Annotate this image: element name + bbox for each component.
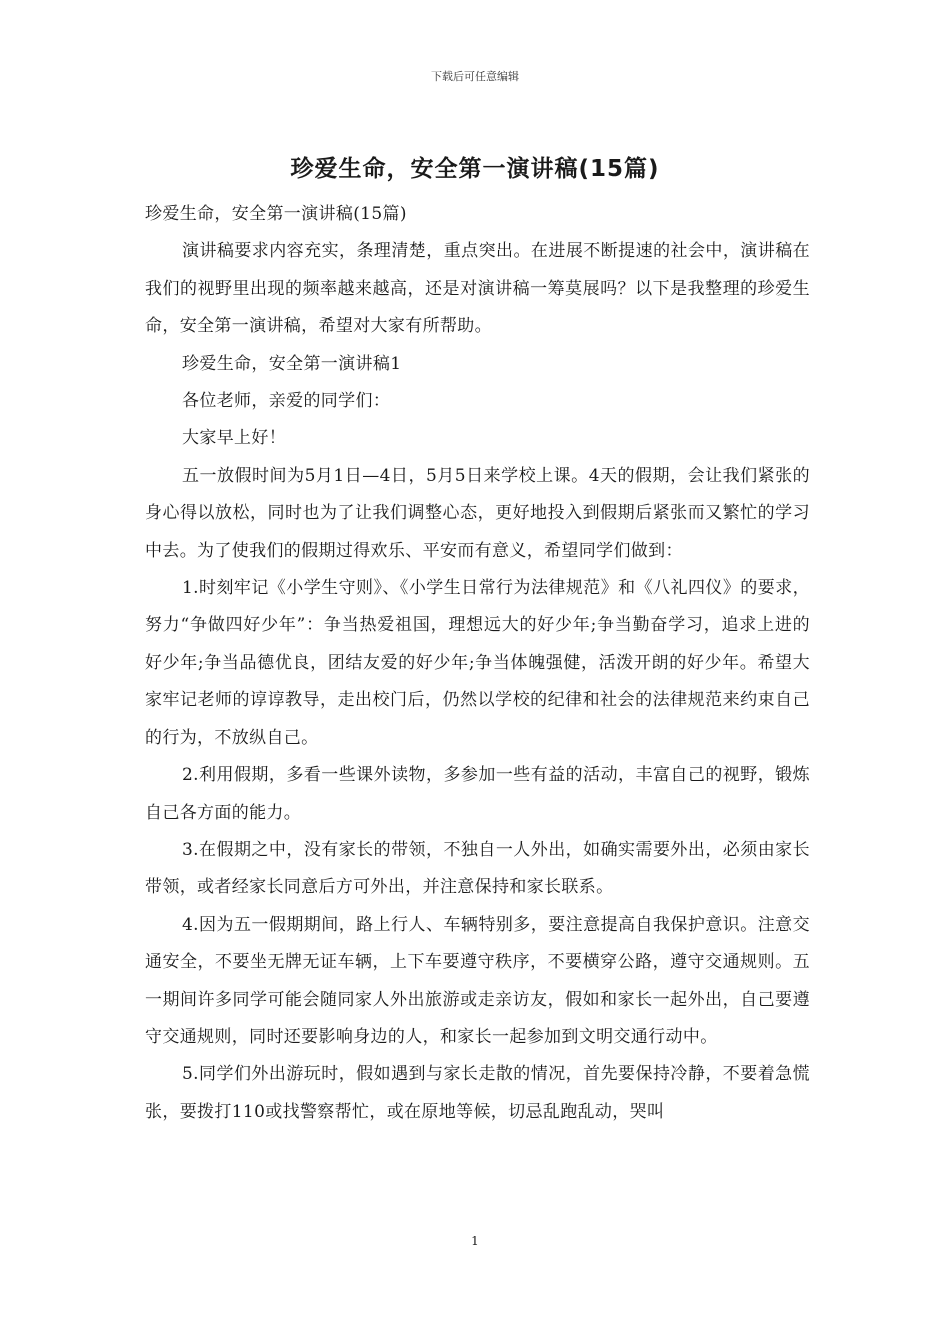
greeting: 大家早上好！ xyxy=(182,428,287,449)
list-item-2: 2.利用假期，多看一些课外读物，多参加一些有益的活动，丰富自己的视野，锻炼自己各方面的能力。 xyxy=(145,765,810,823)
document-body xyxy=(145,196,810,1131)
list-item-4: 4.因为五一假期期间，路上行人、车辆特别多，要注意提高自我保护意识。注意交通安全，不要坐无牌无证车辆，上下车要遵守秩序，不要横穿公路，遵守交通规则。五一期间许多同学可能会随同家人外出旅游或走亲访友，假如和家长一起外出，自己要遵守交通规则，同时还要影响身边的人，和家长一起参加到文明交通行动中。 xyxy=(145,914,810,1047)
body-paragraph: 五一放假时间为5月1日—4日，5月5日来学校上课。4天的假期，会让我们紧张的身心得以放松，同时也为了让我们调整心态，更好地投入到假期后紧张而又繁忙的学习中去。为了使我们的假期过得欢乐、平安而有意义，希望同学们做到： xyxy=(145,465,810,561)
list-item-5: 5.同学们外出游玩时，假如遇到与家长走散的情况，首先要保持冷静，不要着急慌张，要拨打110或找警察帮忙，或在原地等候，切忌乱跑乱动，哭叫 xyxy=(145,1064,810,1122)
intro-paragraph: 演讲稿要求内容充实，条理清楚，重点突出。在进展不断提速的社会中，演讲稿在我们的视野里出现的频率越来越高，还是对演讲稿一筹莫展吗？以下是我整理的珍爱生命，安全第一演讲稿，希望对大家有所帮助。 xyxy=(145,241,810,337)
list-item-1: 1.时刻牢记《小学生守则》、《小学生日常行为法律规范》和《八礼四仪》的要求，努力“争做四好少年”：争当热爱祖国，理想远大的好少年;争当勤奋学习，追求上进的好少年;争当品德优良，团结友爱的好少年;争当体魄强健，活泼开朗的好少年。希望大家牢记老师的谆谆教导，走出校门后，仍然以学校的纪律和社会的法律规范来约束自己的行为，不放纵自己。 xyxy=(145,578,810,748)
list-item-3: 3.在假期之中，没有家长的带领，不独自一人外出，如确实需要外出，必须由家长带领，或者经家长同意后方可外出，并注意保持和家长联系。 xyxy=(145,839,810,898)
salutation: 各位老师，亲爱的同学们： xyxy=(182,391,391,412)
page-header: 下载后可任意编辑 xyxy=(431,70,519,83)
subtitle-paragraph: 珍爱生命，安全第一演讲稿(15篇) xyxy=(145,204,407,224)
page-number: 1 xyxy=(471,1234,479,1248)
document-title: 珍爱生命，安全第一演讲稿(15篇) xyxy=(290,156,660,182)
section-heading: 珍爱生命，安全第一演讲稿1 xyxy=(182,353,402,374)
